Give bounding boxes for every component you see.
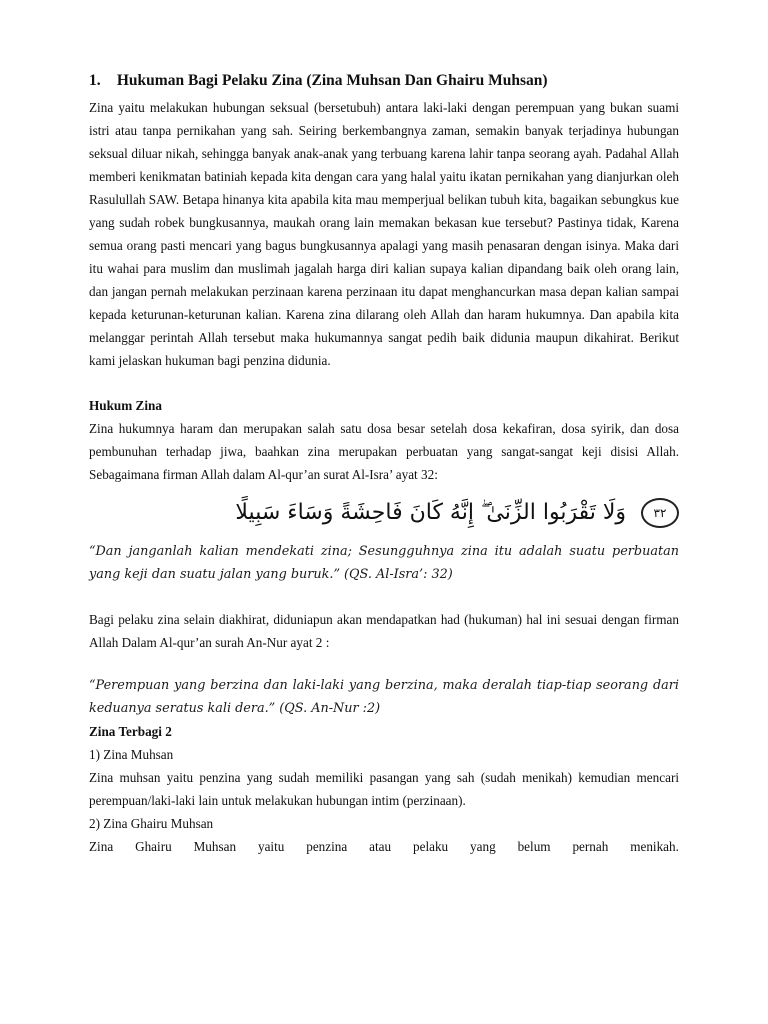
word: Muhsan [193, 839, 237, 854]
ayah-number-mark: ٣٢ [641, 498, 679, 528]
word: atau [369, 839, 392, 854]
section-heading [89, 70, 679, 92]
spacer [89, 372, 679, 394]
word: pelaku [413, 839, 449, 854]
word: menikah. [630, 839, 679, 854]
zina-ghairu-muhsan-line [89, 835, 679, 858]
zina-muhsan-paragraph: Zina muhsan yaitu penzina yang sudah memiliki pasangan yang sah (sudah menikah) kemudian mencari perempuan/laki-laki lain untuk melakukan hubungan intim (perzinaan). [89, 770, 679, 808]
word: yaitu [257, 839, 285, 854]
document-page [89, 70, 679, 858]
arabic-verse-text: وَلَا تَقْرَبُوا الزِّنَىٰ ۖ إِنَّهُ كَانَ فَاحِشَةً وَسَاءَ سَبِيلًا [235, 500, 626, 525]
quran-verse-arabic [89, 490, 679, 536]
had-paragraph: Bagi pelaku zina selain diakhirat, diduniapun akan mendapatkan had (hukuman) hal ini sesuai dengan firman Allah Dalam Al-qur’an surah An-Nur ayat 2 : [89, 612, 679, 650]
zina-ghairu-muhsan-title: 2) Zina Ghairu Muhsan [89, 816, 214, 831]
word: Ghairu [135, 839, 172, 854]
word: penzina [306, 839, 348, 854]
word: Zina [89, 839, 114, 854]
spacer [89, 586, 679, 608]
heading-title: Hukuman Bagi Pelaku Zina (Zina Muhsan Dan Ghairu Muhsan) [116, 72, 548, 89]
word: yang [470, 839, 496, 854]
spacer [89, 654, 679, 674]
verse-translation-annur: “Perempuan yang berzina dan laki-laki yang berzina, maka deralah tiap-tiap seorang dari keduanya seratus kali dera.” (QS. An-Nur :2) [89, 678, 679, 716]
verse-translation-isra: “Dan janganlah kalian mendekati zina; Sesungguhnya zina itu adalah suatu perbuatan yang keji dan suatu jalan yang buruk.” (QS. Al-Isra’: 32) [89, 544, 679, 582]
hukum-zina-paragraph: Zina hukumnya haram dan merupakan salah satu dosa besar setelah dosa kekafiran, dosa syirik, dan dosa pembunuhan terhadap jiwa, baahkan zina merupakan perbuatan yang sangat-sangat keji disisi Allah. Sebagaimana firman Allah dalam Al-qur’an surat Al-Isra’ ayat 32: [89, 421, 679, 482]
zina-muhsan-title: 1) Zina Muhsan [89, 747, 174, 762]
word: pernah [572, 839, 609, 854]
intro-paragraph: Zina yaitu melakukan hubungan seksual (bersetubuh) antara laki-laki dengan perempuan yang bukan suami istri atau tanpa pernikahan yang sah. Seiring berkembangnya zaman, semakin banyak terjadinya hubungan seksual diluar nikah, sehingga banyak anak-anak yang terbuang karena lahir tanpa seorang ayah. Padahal Allah memberi kenikmatan batiniah kepada kita dengan cara yang halal yaitu ikatan pernikahan yang dianjurkan oleh Rasulullah SAW. Betapa hinanya kita apabila kita mau memperjual belikan tubuh kita, bagaikan sebungkus kue yang sudah robek bungkusannya, maukah orang lain memakan bekasan kue tersebut? Pastinya tidak, Karena semua orang pasti mencari yang bagus bungkusannya apalagi yang masih penasaran dengan isinya. Maka dari itu wahai para muslim dan muslimah jagalah harga diri kalian supaya kalian dipandang baik oleh orang lain, dan jangan pernah melakukan perzinaan karena perzinaan itu dapat menghancurkan masa depan kalian sampai kepada keturunan-keturunan kalian. Karena zina dilarang oleh Allah dan haram hukumnya. Dan apabila kita melanggar perintah Allah tersebut maka hukumannya sangat pedih baik didunia maupun dikahirat. Berikut kami jelaskan hukuman bagi penzina didunia. [89, 100, 679, 368]
hukum-zina-title: Hukum Zina [89, 398, 162, 413]
heading-number: 1. [89, 72, 101, 89]
zina-terbagi-title: Zina Terbagi 2 [89, 724, 172, 739]
word: belum [517, 839, 551, 854]
